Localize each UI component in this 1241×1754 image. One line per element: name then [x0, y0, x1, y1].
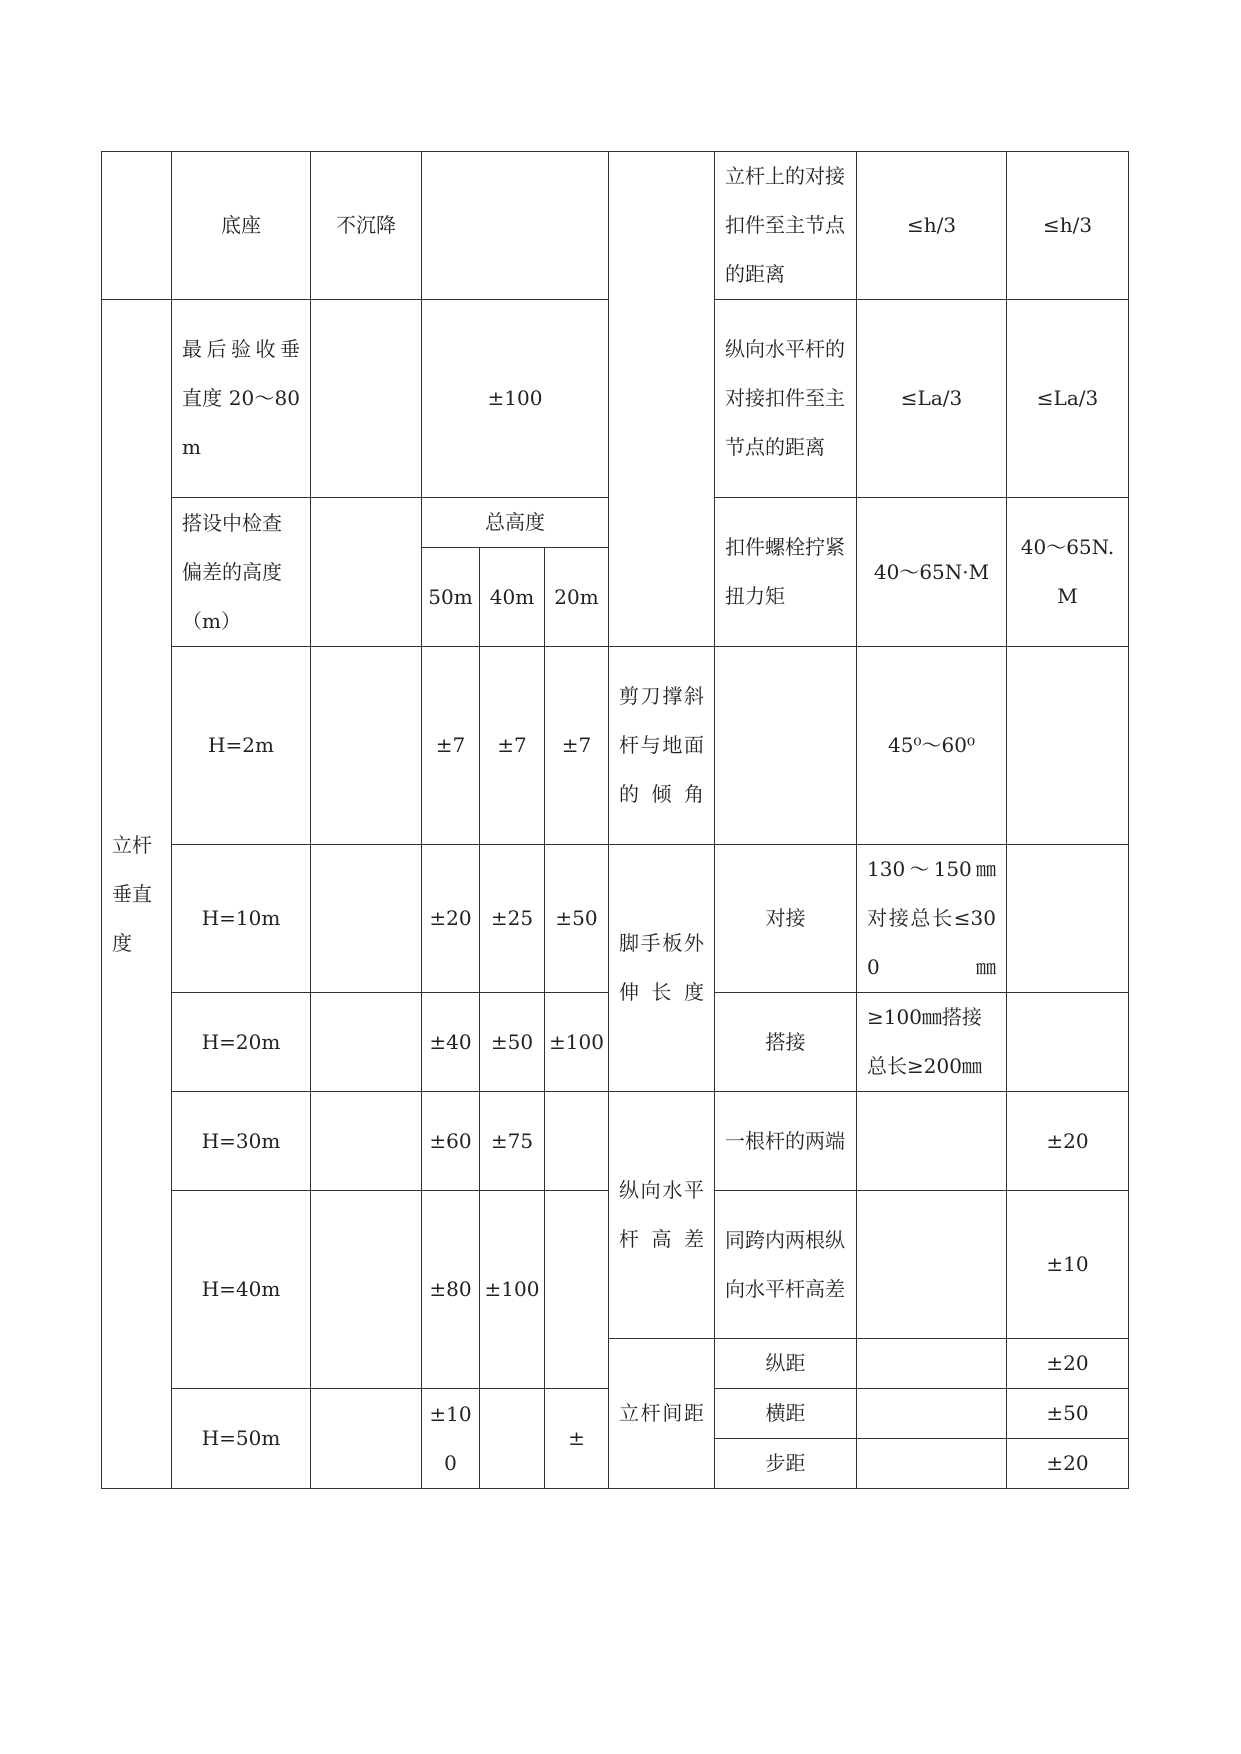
- table-cell-value: ±100: [545, 993, 609, 1092]
- table-cell-value: ±60: [422, 1092, 480, 1191]
- table-cell-value: 45⁰～60⁰: [857, 647, 1007, 845]
- table-cell-label: 同跨内两根纵向水平杆高差: [715, 1191, 857, 1339]
- table-cell-label: 扣件螺栓拧紧扭力矩: [715, 498, 857, 647]
- table-cell-label: 底座: [172, 152, 311, 300]
- table-cell-label: 立杆间距: [609, 1339, 715, 1489]
- table-cell-blank: [857, 1191, 1007, 1339]
- table-cell-label: H=30m: [172, 1092, 311, 1191]
- table-cell-value: ±7: [480, 647, 545, 845]
- table-cell-blank: [311, 1092, 422, 1191]
- table-cell-header: 40m: [480, 548, 545, 647]
- table-cell-blank: [1007, 845, 1129, 993]
- table-cell-blank: [102, 152, 172, 300]
- table-cell-label: H=40m: [172, 1191, 311, 1389]
- table-cell-label: 脚手板外伸长度: [609, 845, 715, 1092]
- table-cell-blank: [1007, 647, 1129, 845]
- table-cell-value: ±100: [422, 1389, 480, 1489]
- table-cell-value: ±20: [1007, 1092, 1129, 1191]
- table-cell-label: 纵向水平杆的对接扣件至主节点的距离: [715, 300, 857, 498]
- table-cell-value: ±50: [545, 845, 609, 993]
- table-cell-blank: [545, 1191, 609, 1389]
- table-cell-value: ±50: [480, 993, 545, 1092]
- table-cell-value: ±7: [545, 647, 609, 845]
- table-cell-value: 不沉降: [311, 152, 422, 300]
- table-cell-value: ±20: [1007, 1339, 1129, 1389]
- table-cell-blank: [857, 1339, 1007, 1389]
- table-cell-value: ±80: [422, 1191, 480, 1389]
- table-cell-value: ±20: [422, 845, 480, 993]
- table-cell-value: 40～65N.M: [1007, 498, 1129, 647]
- table-cell-value: ±100: [480, 1191, 545, 1389]
- table-cell-blank: [311, 845, 422, 993]
- table-cell-value: ±50: [1007, 1389, 1129, 1439]
- table-cell-label: H=2m: [172, 647, 311, 845]
- table-cell-blank: [857, 1092, 1007, 1191]
- table-cell-header: 总高度: [422, 498, 609, 548]
- table-cell-blank: [480, 1389, 545, 1489]
- table-cell-blank: [311, 1191, 422, 1389]
- table-cell-blank: [311, 647, 422, 845]
- table-cell-value: ±10: [1007, 1191, 1129, 1339]
- table-cell-value: ≥100㎜搭接总长≥200㎜: [857, 993, 1007, 1092]
- table-cell-value: ≤h/3: [857, 152, 1007, 300]
- table-cell-value: ±75: [480, 1092, 545, 1191]
- table-cell-value: ±: [545, 1389, 609, 1489]
- table-cell-label: 最后验收垂直度 20～80m: [172, 300, 311, 498]
- table-cell-blank: [311, 498, 422, 647]
- table-cell-blank: [311, 300, 422, 498]
- table-cell-label: 立杆上的对接扣件至主节点的距离: [715, 152, 857, 300]
- table-cell-label: H=20m: [172, 993, 311, 1092]
- table-cell-header: 20m: [545, 548, 609, 647]
- table-cell-value: ≤La/3: [1007, 300, 1129, 498]
- table-cell-value: 130～150㎜对接总长≤300㎜: [857, 845, 1007, 993]
- table-cell-blank: [857, 1389, 1007, 1439]
- table-cell-blank: [311, 993, 422, 1092]
- table-cell-value: ±40: [422, 993, 480, 1092]
- table-cell-value: ±20: [1007, 1439, 1129, 1489]
- table-cell-label: 纵距: [715, 1339, 857, 1389]
- table-cell-label: 一根杆的两端: [715, 1092, 857, 1191]
- table-cell-value: ±25: [480, 845, 545, 993]
- table-cell-header: 50m: [422, 548, 480, 647]
- table-cell-value: 40～65N·M: [857, 498, 1007, 647]
- table-cell-blank: [422, 152, 609, 300]
- table-cell-label: 搭设中检查偏差的高度（m）: [172, 498, 311, 647]
- table-cell-label: 剪刀撑斜杆与地面的倾角: [609, 647, 715, 845]
- table-cell-blank: [715, 647, 857, 845]
- table-cell-value: ±7: [422, 647, 480, 845]
- specification-table: [101, 151, 1129, 1489]
- table-cell-label: H=50m: [172, 1389, 311, 1489]
- table-cell-label: H=10m: [172, 845, 311, 993]
- table-cell-label: 对接: [715, 845, 857, 993]
- table-cell-value: ≤h/3: [1007, 152, 1129, 300]
- table-cell-blank: [311, 1389, 422, 1489]
- table-cell-value: ≤La/3: [857, 300, 1007, 498]
- table-cell-label: 步距: [715, 1439, 857, 1489]
- table-cell-label: 搭接: [715, 993, 857, 1092]
- table-cell-label: 横距: [715, 1389, 857, 1439]
- table-cell-blank: [857, 1439, 1007, 1489]
- table-row-header: 立杆垂直度: [102, 300, 172, 1489]
- table-cell-blank: [609, 152, 715, 647]
- table-cell-blank: [1007, 993, 1129, 1092]
- table-cell-label: 纵向水平杆高差: [609, 1092, 715, 1339]
- table-cell-value: ±100: [422, 300, 609, 498]
- table-cell-blank: [545, 1092, 609, 1191]
